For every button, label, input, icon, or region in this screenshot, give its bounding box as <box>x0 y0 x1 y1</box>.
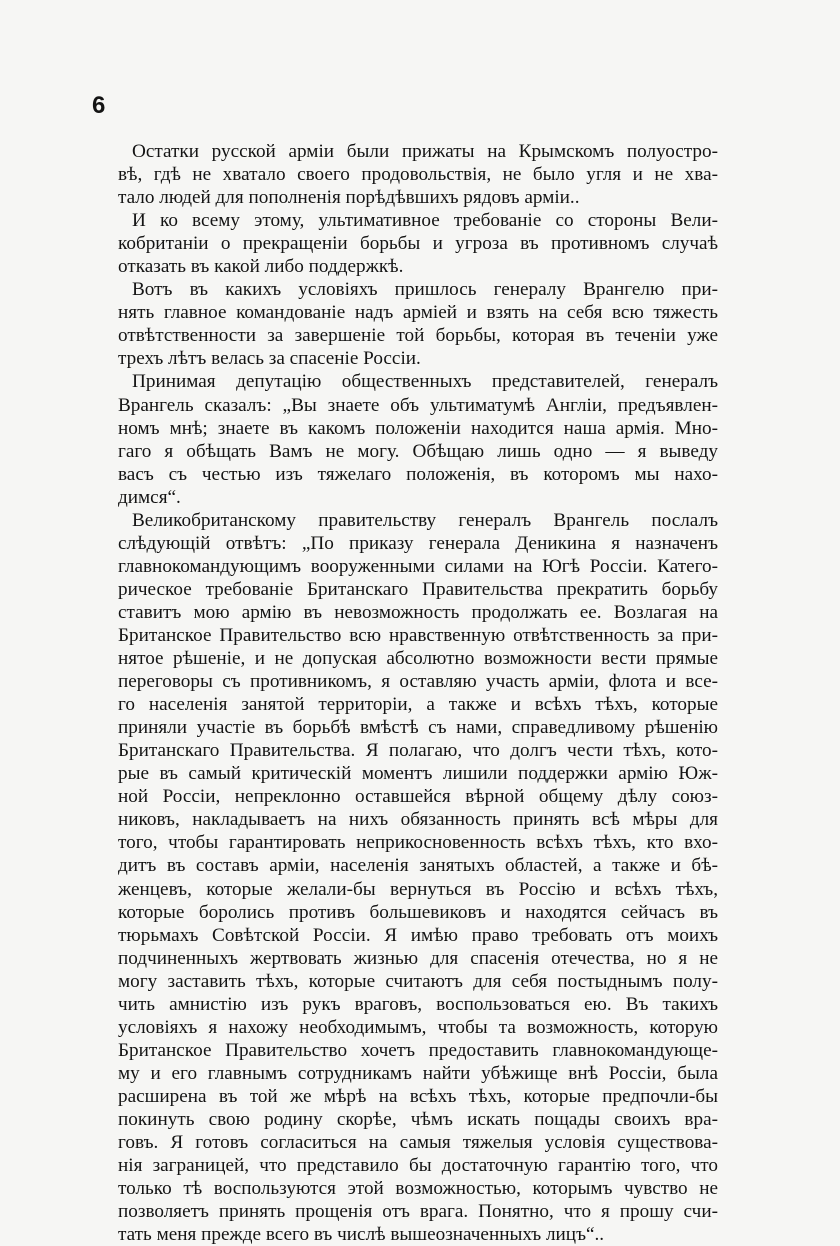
text-line: вѣ, гдѣ не хватало своего продовольствія, не было угля и не хва- <box>118 164 718 186</box>
text-line: Остатки русской арміи были прижаты на Крымскомъ полуостро- <box>132 141 718 162</box>
text-line: переговоры съ противникомъ, я оставляю участь арміи, флота и все- <box>118 671 718 693</box>
text-line: нятое рѣшеніе, и не допуская абсолютно возможности вести прямые <box>118 648 718 670</box>
text-line: говъ. Я готовъ согласиться на самыя тяжелыя условія существова- <box>118 1132 718 1154</box>
text-line: тюрьмахъ Совѣтской Россіи. Я имѣю право требовать отъ моихъ <box>118 924 718 946</box>
text-line: димся“. <box>118 486 181 508</box>
text-line: тать меня прежде всего въ числѣ вышеозначенныхъ лицъ“.. <box>118 1224 605 1246</box>
text-line: трехъ лѣтъ велась за спасеніе Россіи. <box>118 348 421 370</box>
text-line: условіяхъ я нахожу необходимымъ, чтобы та возможность, которую <box>118 1016 718 1038</box>
text-line: отказать въ какой либо поддержкѣ. <box>118 256 404 278</box>
paragraph <box>118 140 718 209</box>
text-line: васъ съ честью изъ тяжелаго положенія, въ которомъ мы нахо- <box>118 463 718 485</box>
text-line: нять главное командованіе надъ арміей и взять на себя всю тяжесть <box>118 302 718 324</box>
text-line: покинуть свою родину скорѣе, чѣмъ искать пощады своихъ вра- <box>118 1108 718 1130</box>
text-line: расширена въ той же мѣрѣ на всѣхъ тѣхъ, которые предпочли-бы <box>118 1085 718 1107</box>
paragraph <box>118 278 718 370</box>
text-line: Вотъ въ какихъ условіяхъ пришлось генералу Врангелю при- <box>132 279 718 301</box>
text-line: го населенія занятой территоріи, а также и всѣхъ тѣхъ, которые <box>118 694 718 716</box>
text-line: рые въ самый критическій моментъ лишили поддержки армію Юж- <box>118 763 718 785</box>
paragraph <box>118 209 718 278</box>
text-line: Британскаго Правительства. Я полагаю, что долгъ чести тѣхъ, кото- <box>118 740 718 762</box>
text-line: тало людей для пополненія порѣдѣвшихъ рядовъ арміи.. <box>118 187 580 209</box>
text-line: никовъ, накладываетъ на нихъ обязанность принять всѣ мѣры для <box>118 809 718 831</box>
text-line: ной Россіи, непреклонно оставшейся вѣрной общему дѣлу союз- <box>118 786 718 808</box>
text-line: И ко всему этому, ультимативное требованіе со стороны Вели- <box>132 210 718 232</box>
text-line: отвѣтственности за завершеніе той борьбы, которая въ теченіи уже <box>118 325 718 347</box>
text-line: Британское Правительство всю нравственную отвѣтственность за при- <box>118 624 718 646</box>
paragraph <box>118 509 718 1246</box>
text-line: нія заграницей, что представило бы достаточную гарантію того, что <box>118 1155 718 1177</box>
text-line: Принимая депутацію общественныхъ представителей, генералъ <box>132 371 718 393</box>
paragraph <box>118 370 718 508</box>
text-line: позволяетъ принять прощенія отъ врага. Понятно, что я прошу счи- <box>118 1201 718 1223</box>
text-line: кобританіи о прекращеніи борьбы и угроза въ противномъ случаѣ <box>118 233 718 255</box>
page-number: 6 <box>92 92 106 119</box>
text-line: того, чтобы гарантировать неприкосновенность всѣхъ тѣхъ, кто вхо- <box>118 832 718 854</box>
text-line: номъ мнѣ; знаете въ какомъ положеніи находится наша армія. Мно- <box>118 417 718 439</box>
text-line: му и его главнымъ сотрудникамъ найти убѣжище внѣ Россіи, была <box>118 1062 718 1084</box>
text-line: рическое требованіе Британскаго Правительства прекратить борьбу <box>118 578 718 600</box>
text-line: дитъ въ составъ арміи, населенія занятыхъ областей, а также и бѣ- <box>118 855 718 877</box>
text-line: приняли участіе въ борьбѣ вмѣстѣ съ нами, справедливому рѣшенію <box>118 717 718 739</box>
text-line: Великобританскому правительству генералъ Врангель послалъ <box>132 509 718 531</box>
document-body <box>118 140 718 1246</box>
text-line: ставитъ мою армію въ невозможность продолжать ее. Возлагая на <box>118 601 718 623</box>
text-line: главнокомандующимъ вооруженными силами на Югѣ Россіи. Катего- <box>118 555 718 577</box>
text-line: слѣдующій отвѣтъ: „По приказу генерала Деникина я назначенъ <box>118 532 718 554</box>
text-line: женцевъ, которые желали-бы вернуться въ Россію и всѣхъ тѣхъ, <box>118 878 718 900</box>
text-line: только тѣ воспользуются этой возможностью, которымъ чувство не <box>118 1178 718 1200</box>
text-line: могу заставить тѣхъ, которые считаютъ для себя постыднымъ полу- <box>118 970 718 992</box>
text-line: Врангель сказалъ: „Вы знаете объ ультиматумѣ Англіи, предъявлен- <box>118 394 718 416</box>
text-line: чить амнистію изъ рукъ враговъ, воспользоваться ею. Въ такихъ <box>118 993 718 1015</box>
text-line: которые боролись противъ большевиковъ и находятся сейчасъ въ <box>118 901 718 923</box>
text-line: подчиненныхъ жертвовать жизнью для спасенія отечества, но я не <box>118 947 718 969</box>
text-line: гаго я обѣщать Вамъ не могу. Обѣщаю лишь одно — я выведу <box>118 440 718 462</box>
text-line: Британское Правительство хочетъ предоставить главнокомандующе- <box>118 1039 718 1061</box>
